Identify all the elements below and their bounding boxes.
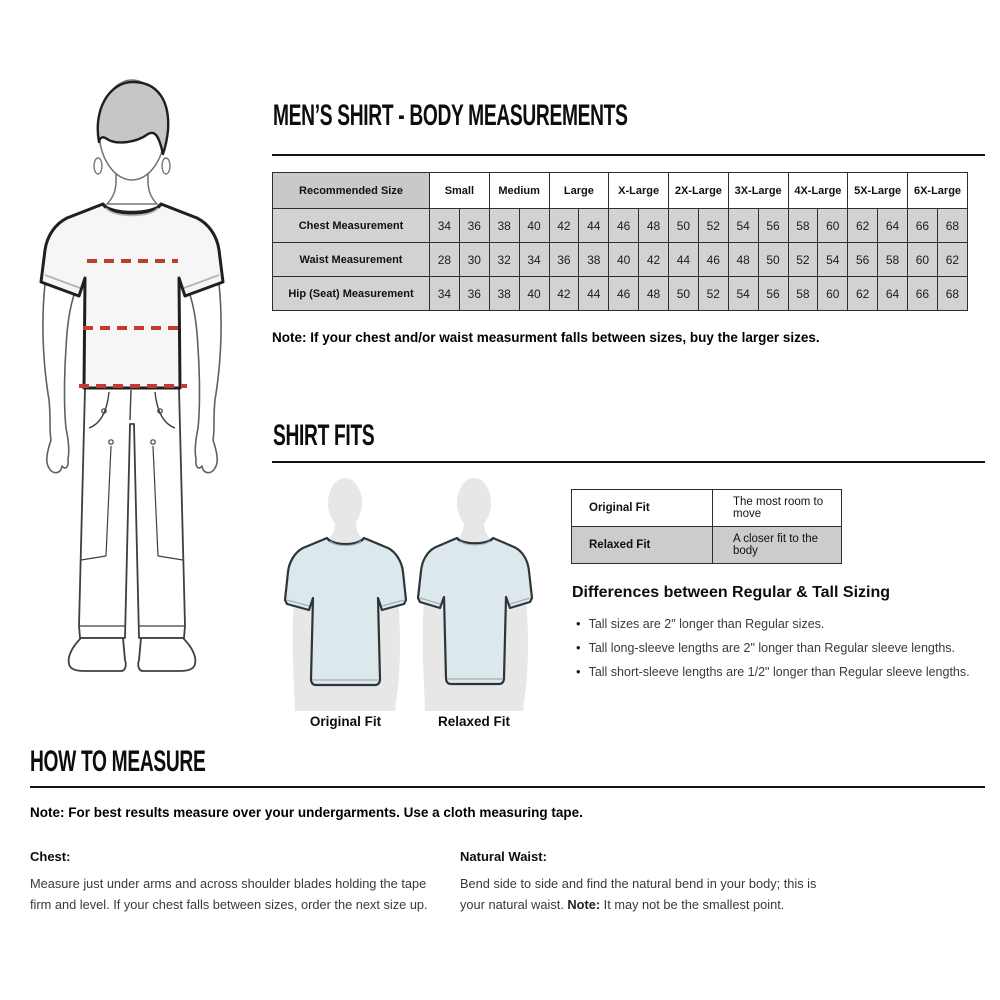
measurement-value-cell: 66 [908,209,938,243]
fit-label: Relaxed Fit [572,527,713,564]
measurement-value-cell: 48 [639,209,669,243]
measurement-value-cell: 54 [728,209,758,243]
measurement-value-cell: 40 [519,277,549,311]
measurement-row-label: Hip (Seat) Measurement [273,277,430,311]
measurement-value-cell: 64 [878,277,908,311]
measurement-value-cell: 34 [430,277,460,311]
size-column-header: Small [430,173,490,209]
measurement-value-cell: 46 [609,277,639,311]
fit-descriptions-table [571,489,842,564]
difference-bullet: • Tall sizes are 2" longer than Regular sizes. [576,616,970,631]
fit-row-original [572,490,842,527]
natural-waist-body: Bend side to side and find the natural bend in your body; this is your natural waist. Note: It may not be the smallest point. [460,876,817,912]
figure-head [94,80,170,204]
fit-description: The most room to move [713,490,842,527]
measurement-value-cell: 50 [758,243,788,277]
size-column-header: X-Large [609,173,669,209]
fit-description: A closer fit to the body [713,527,842,564]
measurement-value-cell: 38 [489,277,519,311]
difference-bullet: • Tall long-sleeve lengths are 2" longer than Regular sleeve lengths. [576,640,970,655]
measurement-row-label: Chest Measurement [273,209,430,243]
measurement-value-cell: 68 [937,209,967,243]
body-measurement-figure [37,78,237,692]
size-table-body [273,209,968,311]
size-column-header: 5X-Large [848,173,908,209]
shirt-fits-rule [272,461,985,463]
differences-list [576,616,970,688]
measurements-title: MEN’S SHIRT - BODY MEASUREMENTS [273,99,628,132]
size-column-header: Medium [489,173,549,209]
measurement-value-cell: 46 [698,243,728,277]
chest-body: Measure just under arms and across shoulder blades holding the tape firm and level. If your chest falls between sizes, order the next size up. [30,876,428,912]
natural-waist-heading: Natural Waist: [460,849,547,864]
measurement-value-cell: 52 [698,209,728,243]
measurement-value-cell: 30 [459,243,489,277]
measurement-value-cell: 36 [459,277,489,311]
measurement-value-cell: 42 [549,277,579,311]
size-column-header: 4X-Large [788,173,848,209]
size-column-header: 6X-Large [908,173,968,209]
measurement-value-cell: 58 [878,243,908,277]
size-column-header: 2X-Large [669,173,729,209]
measurement-value-cell: 48 [639,277,669,311]
measurement-value-cell: 38 [489,209,519,243]
recommended-size-header: Recommended Size [273,173,430,209]
measurement-row-label: Waist Measurement [273,243,430,277]
measurement-value-cell: 58 [788,209,818,243]
measurement-value-cell: 50 [669,209,699,243]
measurements-rule [272,154,985,156]
measurement-value-cell: 28 [430,243,460,277]
measurement-value-cell: 56 [758,209,788,243]
measurement-value-cell: 62 [848,277,878,311]
measurement-value-cell: 44 [579,209,609,243]
fit-row-relaxed [572,527,842,564]
original-fit-illustration [283,476,408,711]
measurement-value-cell: 32 [489,243,519,277]
how-to-measure-title: HOW TO MEASURE [30,745,206,778]
relaxed-fit-illustration [413,476,535,711]
measurement-value-cell: 42 [639,243,669,277]
original-fit-caption: Original Fit [309,714,382,729]
natural-waist-instruction [460,849,840,915]
measurement-value-cell: 58 [788,277,818,311]
measurement-value-cell: 66 [908,277,938,311]
measurement-value-cell: 48 [728,243,758,277]
measurement-value-cell: 44 [579,277,609,311]
measurement-value-cell: 60 [818,277,848,311]
figure-pants [69,388,196,671]
measurements-note: Note: If your chest and/or waist measurment falls between sizes, buy the larger sizes. [272,330,820,345]
size-column-header: Large [549,173,609,209]
differences-title: Differences between Regular & Tall Sizing [572,584,890,601]
measurement-value-cell: 54 [818,243,848,277]
measurement-value-cell: 44 [669,243,699,277]
chest-instruction [30,849,442,915]
chest-heading: Chest: [30,849,71,864]
measurement-value-cell: 42 [549,209,579,243]
measurement-value-cell: 46 [609,209,639,243]
difference-bullet: • Tall short-sleeve lengths are 1/2" longer than Regular sleeve lengths. [576,664,970,679]
measurement-value-cell: 62 [937,243,967,277]
measurement-value-cell: 40 [609,243,639,277]
measurement-value-cell: 34 [519,243,549,277]
measurement-value-cell: 64 [878,209,908,243]
size-table-row [273,243,968,277]
measurement-value-cell: 62 [848,209,878,243]
size-table-row [273,209,968,243]
inline-note-label: Note: [567,897,601,912]
measurement-value-cell: 56 [848,243,878,277]
size-table-row [273,277,968,311]
shirt-fits-title: SHIRT FITS [273,419,375,452]
measurement-value-cell: 68 [937,277,967,311]
figure-shoes [69,638,126,671]
measurement-value-cell: 52 [788,243,818,277]
body-measurements-table [272,172,968,311]
figure-shoes [138,638,195,671]
size-column-header: 3X-Large [728,173,788,209]
measurement-value-cell: 34 [430,209,460,243]
measurement-value-cell: 50 [669,277,699,311]
how-to-measure-rule [30,786,985,788]
measurement-value-cell: 40 [519,209,549,243]
measurement-value-cell: 38 [579,243,609,277]
relaxed-fit-caption: Relaxed Fit [437,714,511,729]
measurement-value-cell: 36 [549,243,579,277]
measurement-value-cell: 36 [459,209,489,243]
fit-label: Original Fit [572,490,713,527]
measurement-value-cell: 60 [818,209,848,243]
measurement-value-cell: 52 [698,277,728,311]
size-table-header-row [273,173,968,209]
measurement-value-cell: 60 [908,243,938,277]
measurement-value-cell: 56 [758,277,788,311]
measurement-value-cell: 54 [728,277,758,311]
how-to-measure-note: Note: For best results measure over your undergarments. Use a cloth measuring tape. [30,805,583,820]
